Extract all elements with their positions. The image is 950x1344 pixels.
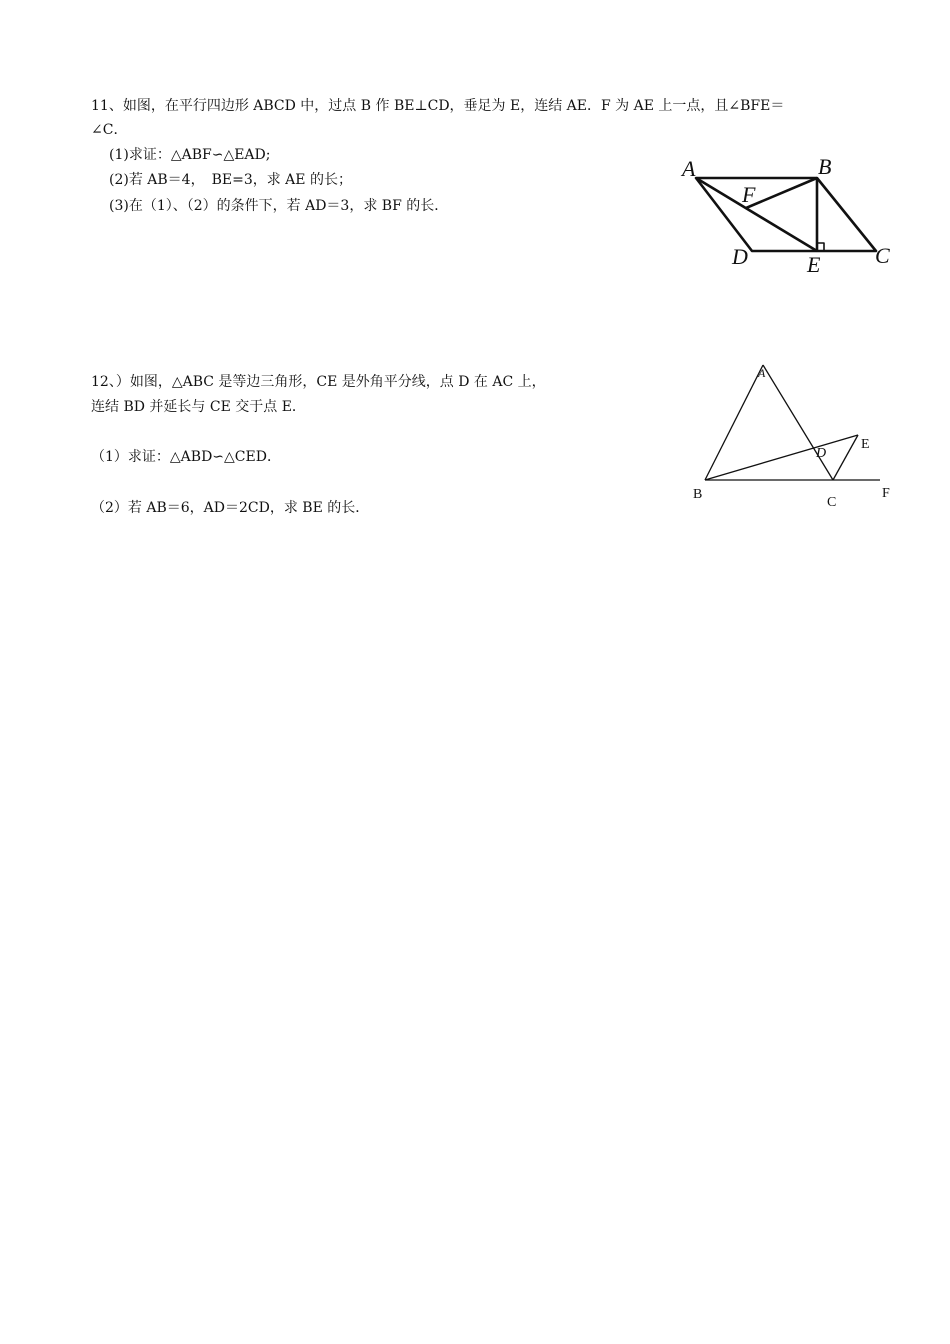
segment-ab [705, 365, 763, 480]
q11-part2: (2)若 AB＝4， BE=3，求 AE 的长； [109, 172, 352, 188]
q11-part1: (1)求证：△ABF∽△EAD; [109, 147, 271, 163]
q12-figure-triangle [685, 355, 905, 520]
q12-statement-line2: 连结 BD 并延长与 CE 交于点 E． [91, 399, 306, 415]
parallelogram-abcd [696, 178, 876, 251]
q12-statement-line1: 12、）如图，△ABC 是等边三角形，CE 是外角平分线，点 D 在 AC 上， [91, 374, 546, 390]
segment-bf [746, 178, 817, 208]
q12-part2: （2）若 AB＝6，AD＝2CD，求 BE 的长． [91, 500, 370, 516]
label-c: C [827, 495, 837, 510]
label-e: E [861, 437, 870, 452]
q11-part3: (3)在（1）、（2）的条件下，若 AD＝3，求 BF 的长． [109, 198, 449, 214]
label-a: A [682, 156, 696, 181]
q11-statement-line1: 11、如图，在平行四边形 ABCD 中，过点 B 作 BE⊥CD，垂足为 E，连结 AE．F 为 AE 上一点，且∠BFE＝ [91, 98, 785, 114]
label-c: C [875, 243, 890, 268]
q11-figure-parallelogram [670, 150, 900, 280]
label-b: B [818, 154, 832, 179]
label-e: E [807, 252, 821, 277]
label-d: D [816, 446, 827, 461]
segment-be [705, 435, 858, 480]
q12-part1: （1）求证：△ABD∽△CED． [91, 449, 281, 465]
label-b: B [693, 487, 703, 502]
segment-ae [696, 178, 817, 251]
label-d: D [732, 244, 748, 269]
label-f: F [742, 182, 756, 207]
label-f: F [882, 486, 890, 501]
label-a: A [758, 366, 766, 380]
segment-ac [763, 365, 833, 480]
q11-statement-line2: ∠C． [91, 122, 128, 138]
